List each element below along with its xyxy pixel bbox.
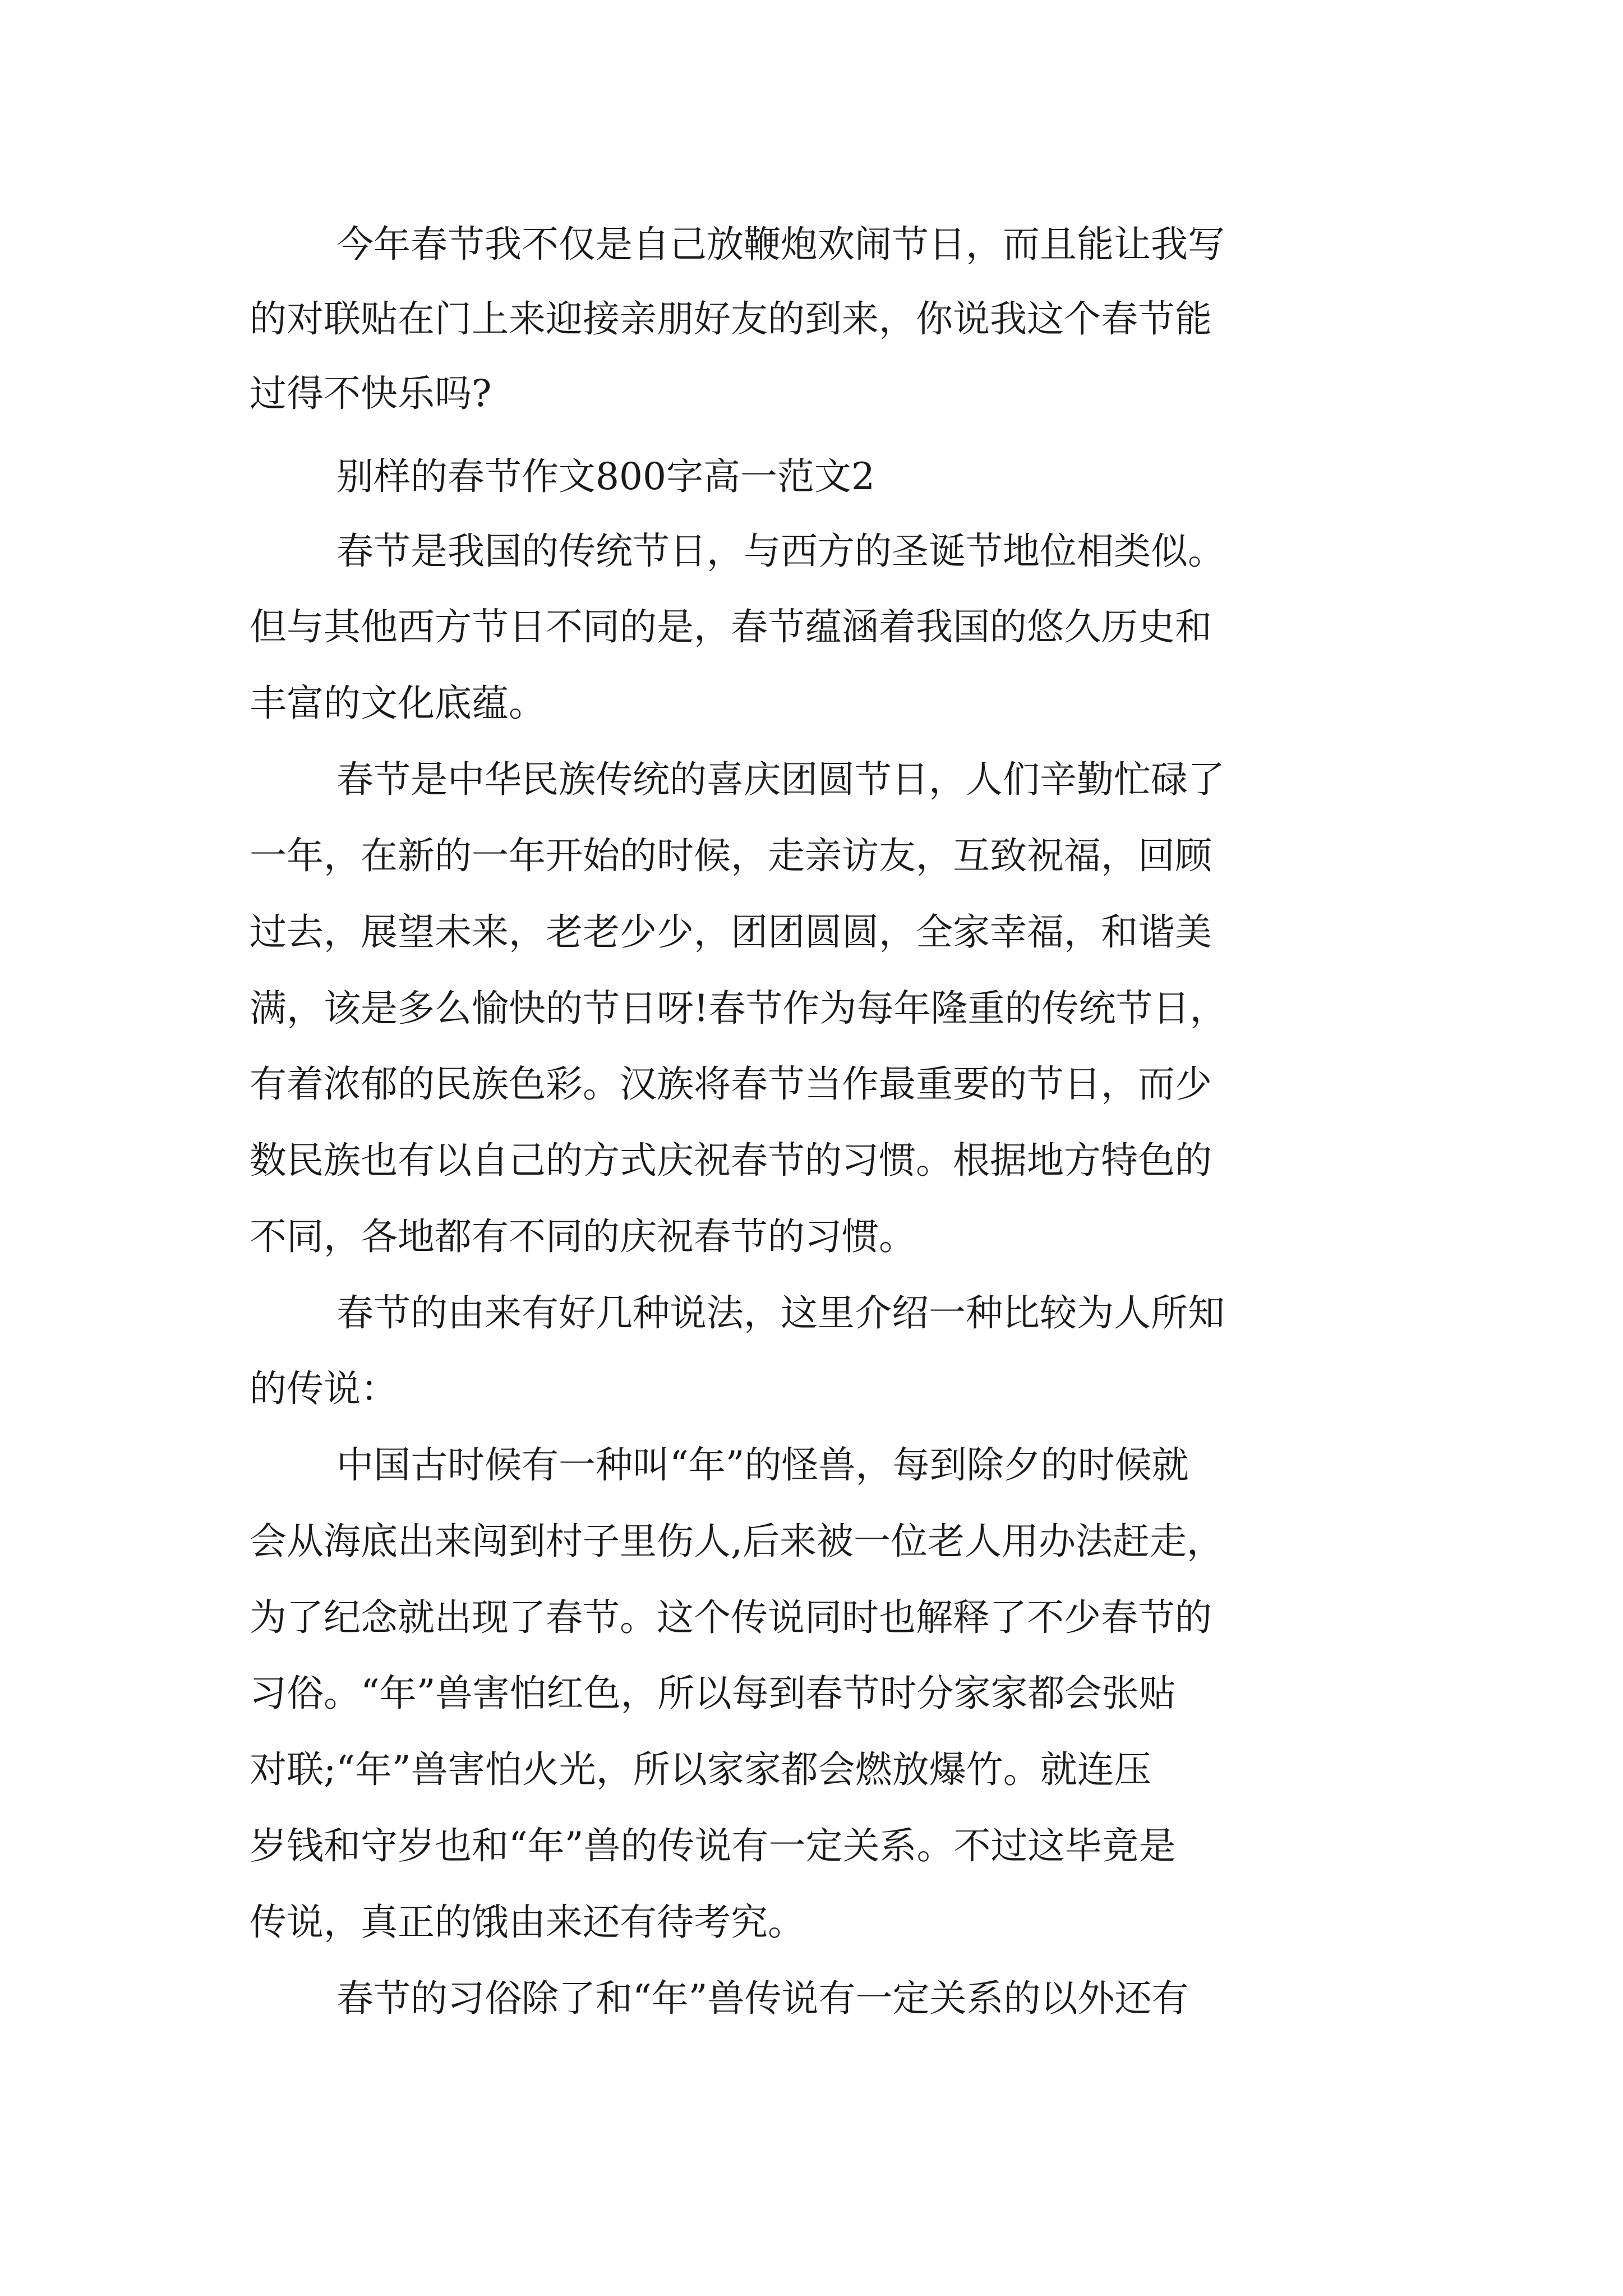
text-line: 中国古时候有一种叫“年”的怪兽，每到除夕的时候就 <box>336 1443 1189 1487</box>
text-line: 过去，展望未来，老老少少，团团圆圆，全家幸福，和谐美 <box>250 910 1212 954</box>
text-line: 的传说： <box>250 1367 398 1410</box>
text-line: 数民族也有以自己的方式庆祝春节的习惯。根据地方特色的 <box>250 1139 1212 1182</box>
section-heading: 别样的春节作文800字高一范文2 <box>336 455 875 498</box>
text-line: 一年，在新的一年开始的时候，走亲访友，互致祝福，回顾 <box>250 834 1212 877</box>
text-line: 春节是我国的传统节日，与西方的圣诞节地位相类似。 <box>336 530 1225 573</box>
text-line: 丰富的文化底蕴。 <box>250 682 546 725</box>
text-line: 但与其他西方节日不同的是，春节蕴涵着我国的悠久历史和 <box>250 605 1212 648</box>
text-line: 对联;“年”兽害怕火光，所以家家都会燃放爆竹。就连压 <box>250 1748 1151 1791</box>
text-line: 传说，真正的饿由来还有待考究。 <box>250 1901 805 1944</box>
text-line: 习俗。“年”兽害怕红色，所以每到春节时分家家都会张贴 <box>250 1672 1176 1715</box>
text-line: 的对联贴在门上来迎接亲朋好友的到来，你说我这个春节能 <box>250 297 1212 341</box>
text-line: 有着浓郁的民族色彩。汉族将春节当作最重要的节日，而少 <box>250 1062 1212 1106</box>
text-line: 春节的习俗除了和“年”兽传说有一定关系的以外还有 <box>336 1977 1189 2020</box>
text-line: 今年春节我不仅是自己放鞭炮欢闹节日，而且能让我写 <box>336 223 1225 266</box>
text-line: 春节是中华民族传统的喜庆团圆节日，人们辛勤忙碌了 <box>336 758 1225 801</box>
text-line: 满，该是多么愉快的节日呀!春节作为每年隆重的传统节日， <box>250 987 1227 1030</box>
text-line: 不同，各地都有不同的庆祝春节的习惯。 <box>250 1215 916 1258</box>
text-line: 岁钱和守岁也和“年”兽的传说有一定关系。不过这毕竟是 <box>250 1824 1176 1867</box>
text-line: 会从海底出来闯到村子里伤人,后来被一位老人用办法赶走， <box>250 1520 1224 1563</box>
text-line: 过得不快乐吗? <box>250 372 492 415</box>
text-line: 春节的由来有好几种说法，这里介绍一种比较为人所知 <box>336 1291 1225 1335</box>
text-line: 为了纪念就出现了春节。这个传说同时也解释了不少春节的 <box>250 1596 1212 1639</box>
